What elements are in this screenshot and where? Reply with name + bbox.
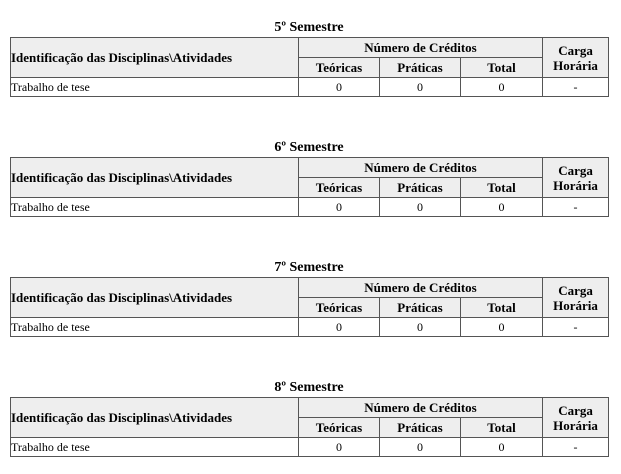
credits-table [10, 157, 609, 217]
header-workload-line1: Carga [558, 402, 593, 418]
header-workload-line2: Horária [553, 417, 598, 433]
header-theoretical: Teóricas [299, 298, 380, 318]
header-disciplines: Identificação das Disciplinas\Atividades [11, 158, 299, 198]
semester-title: 8º Semestre [274, 380, 344, 395]
semester-block-5 [10, 19, 608, 97]
semester-block-7 [10, 259, 608, 337]
cell-practical: 0 [380, 318, 461, 337]
header-disciplines: Identificação das Disciplinas\Atividades [11, 398, 299, 438]
header-total: Total [461, 58, 543, 78]
semester-block-8 [10, 379, 608, 457]
header-workload [543, 38, 609, 78]
header-disciplines: Identificação das Disciplinas\Atividades [11, 278, 299, 318]
credits-table [10, 277, 609, 337]
header-workload-line1: Carga [558, 162, 593, 178]
header-workload-line2: Horária [553, 297, 598, 313]
table-row [11, 198, 609, 217]
semester-block-6 [10, 139, 608, 217]
semester-title: 5º Semestre [274, 20, 344, 35]
cell-activity: Trabalho de tese [11, 78, 299, 97]
header-workload-line2: Horária [553, 57, 598, 73]
header-total: Total [461, 178, 543, 198]
header-workload-line1: Carga [558, 42, 593, 58]
header-workload [543, 278, 609, 318]
semester-title: 7º Semestre [274, 260, 344, 275]
header-workload [543, 398, 609, 438]
cell-total: 0 [461, 318, 543, 337]
credits-table [10, 397, 609, 457]
header-practical: Práticas [380, 418, 461, 438]
cell-practical: 0 [380, 198, 461, 217]
cell-activity: Trabalho de tese [11, 198, 299, 217]
semester-title: 6º Semestre [274, 140, 344, 155]
cell-theoretical: 0 [299, 438, 380, 457]
header-practical: Práticas [380, 298, 461, 318]
credits-table [10, 37, 609, 97]
cell-theoretical: 0 [299, 78, 380, 97]
header-workload-line2: Horária [553, 177, 598, 193]
cell-workload: - [543, 198, 609, 217]
cell-activity: Trabalho de tese [11, 438, 299, 457]
header-theoretical: Teóricas [299, 178, 380, 198]
table-row [11, 438, 609, 457]
header-practical: Práticas [380, 58, 461, 78]
cell-total: 0 [461, 78, 543, 97]
header-workload-line1: Carga [558, 282, 593, 298]
cell-theoretical: 0 [299, 318, 380, 337]
cell-total: 0 [461, 198, 543, 217]
cell-workload: - [543, 318, 609, 337]
header-credits-group: Número de Créditos [299, 278, 543, 298]
cell-theoretical: 0 [299, 198, 380, 217]
header-theoretical: Teóricas [299, 58, 380, 78]
cell-activity: Trabalho de tese [11, 318, 299, 337]
header-workload [543, 158, 609, 198]
header-credits-group: Número de Créditos [299, 38, 543, 58]
table-row [11, 318, 609, 337]
header-credits-group: Número de Créditos [299, 158, 543, 178]
table-row [11, 78, 609, 97]
header-practical: Práticas [380, 178, 461, 198]
cell-practical: 0 [380, 78, 461, 97]
header-credits-group: Número de Créditos [299, 398, 543, 418]
header-theoretical: Teóricas [299, 418, 380, 438]
header-total: Total [461, 418, 543, 438]
cell-practical: 0 [380, 438, 461, 457]
cell-workload: - [543, 78, 609, 97]
cell-total: 0 [461, 438, 543, 457]
header-total: Total [461, 298, 543, 318]
cell-workload: - [543, 438, 609, 457]
header-disciplines: Identificação das Disciplinas\Atividades [11, 38, 299, 78]
